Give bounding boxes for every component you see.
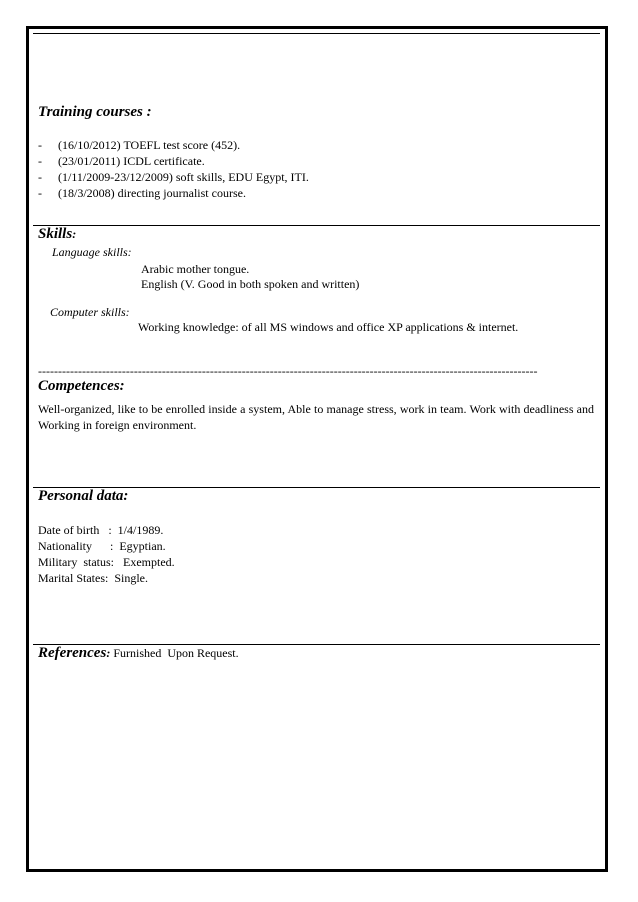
personal-data-heading: Personal data: [38,488,129,504]
personal-line: Military status: Exempted. [38,555,175,569]
training-courses-heading: Training courses : [38,104,152,120]
computer-skills-label: Computer skills: [50,305,130,319]
section-divider [33,225,600,226]
list-item: - (18/3/2008) directing journalist course. [38,186,246,200]
personal-line: Nationality : Egyptian. [38,539,166,553]
top-rule [33,33,600,34]
skills-heading: Skills: [38,226,77,242]
language-skills-label: Language skills: [52,245,132,259]
language-line: English (V. Good in both spoken and written) [141,277,360,291]
references-text: Furnished Upon Request. [110,646,239,660]
list-item: - (1/11/2009-23/12/2009) soft skills, EDU Egypt, ITI. [38,170,309,184]
list-item: - (16/10/2012) TOEFL test score (452). [38,138,241,152]
list-item: - (23/01/2011) ICDL certificate. [38,154,205,168]
language-line: Arabic mother tongue. [141,262,250,276]
competences-heading: Competences: [38,378,125,394]
competences-text: Well-organized, like to be enrolled inside a system, Able to manage stress, work in team. Work with deadliness and Working in foreign environment. [38,402,594,432]
personal-line: Marital States: Single. [38,571,148,585]
computer-skills-line: Working knowledge: of all MS windows and office XP applications & internet. [138,320,519,334]
personal-line: Date of birth : 1/4/1989. [38,523,164,537]
references-heading: References: Furnished Upon Request. [38,645,239,661]
training-list [38,137,309,201]
dashed-separator: ----------------------------------------------------------------------------------------------------------------------------- [38,364,538,378]
